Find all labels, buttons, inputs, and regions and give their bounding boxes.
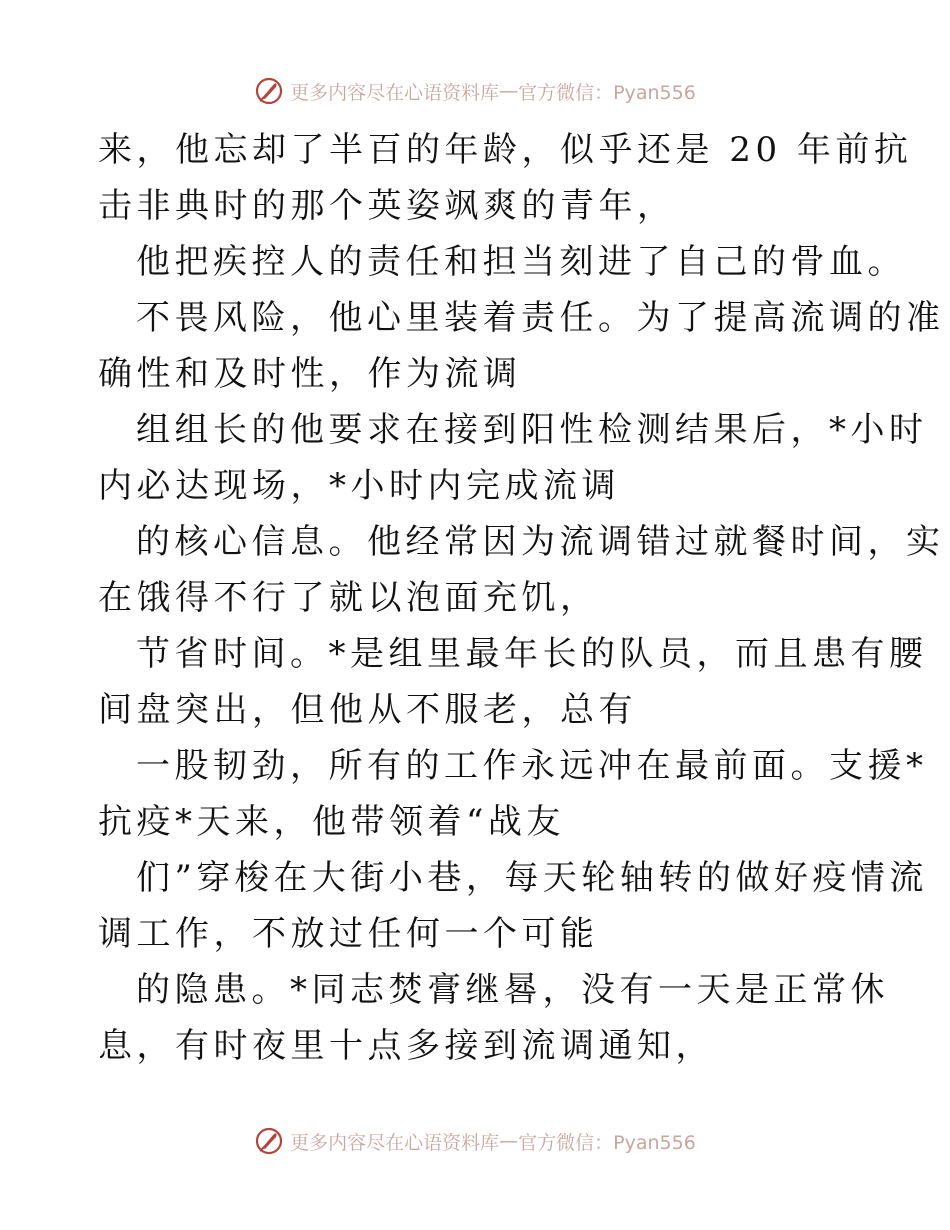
text-line: 调工作，不放过任何一个可能 [98,914,599,954]
text-line: 来，他忘却了半百的年龄，似乎还是 20 年前抗 [98,130,913,170]
paragraph [98,122,913,234]
paragraph [98,850,928,962]
footer-wechat-text: 官方微信：Pyan556 [518,1131,696,1154]
text-line: 一股韧劲，所有的工作永远冲在最前面。支援* [136,746,928,786]
paragraph [98,402,928,514]
feather-pen-logo-icon [254,1126,284,1156]
paragraph [98,962,889,1074]
paragraph [98,738,928,850]
header-wechat-text: 官方微信：Pyan556 [518,81,696,104]
footer-separator: — [499,1130,519,1152]
paragraph [98,234,906,290]
footer-banner [0,1124,950,1158]
text-line: 息，有时夜里十点多接到流调通知， [98,1026,714,1066]
text-line: 节省时间。*是组里最年长的队员，而且患有腰 [136,634,928,674]
text-line: 们”穿梭在大街小巷，每天轮轴转的做好疫情流 [136,858,928,898]
text-line: 组组长的他要求在接到阳性检测结果后，*小时 [136,410,928,450]
header-site-text: 更多内容尽在心语资料库 [290,81,500,104]
footer-site-text: 更多内容尽在心语资料库 [290,1131,500,1154]
text-line: 击非典时的那个英姿飒爽的青年， [98,186,676,226]
paragraph [98,626,928,738]
header-banner [0,74,950,108]
document-body [98,122,945,1074]
text-line: 他把疾控人的责任和担当刻进了自己的骨血。 [136,242,906,282]
header-separator: — [499,80,519,102]
text-line: 间盘突出，但他从不服老，总有 [98,690,637,730]
paragraph [98,514,945,626]
paragraph [98,290,945,402]
text-line: 确性和及时性，作为流调 [98,354,522,394]
feather-pen-logo-icon [254,76,284,106]
text-line: 的核心信息。他经常因为流调错过就餐时间，实 [136,522,945,562]
text-line: 在饿得不行了就以泡面充饥， [98,578,599,618]
text-line: 抗疫*天来，他带领着“战友 [98,802,565,842]
text-line: 的隐患。*同志焚膏继晷，没有一天是正常休 [136,970,889,1010]
text-line: 内必达现场，*小时内完成流调 [98,466,620,506]
text-line: 不畏风险，他心里装着责任。为了提高流调的准 [136,298,945,338]
